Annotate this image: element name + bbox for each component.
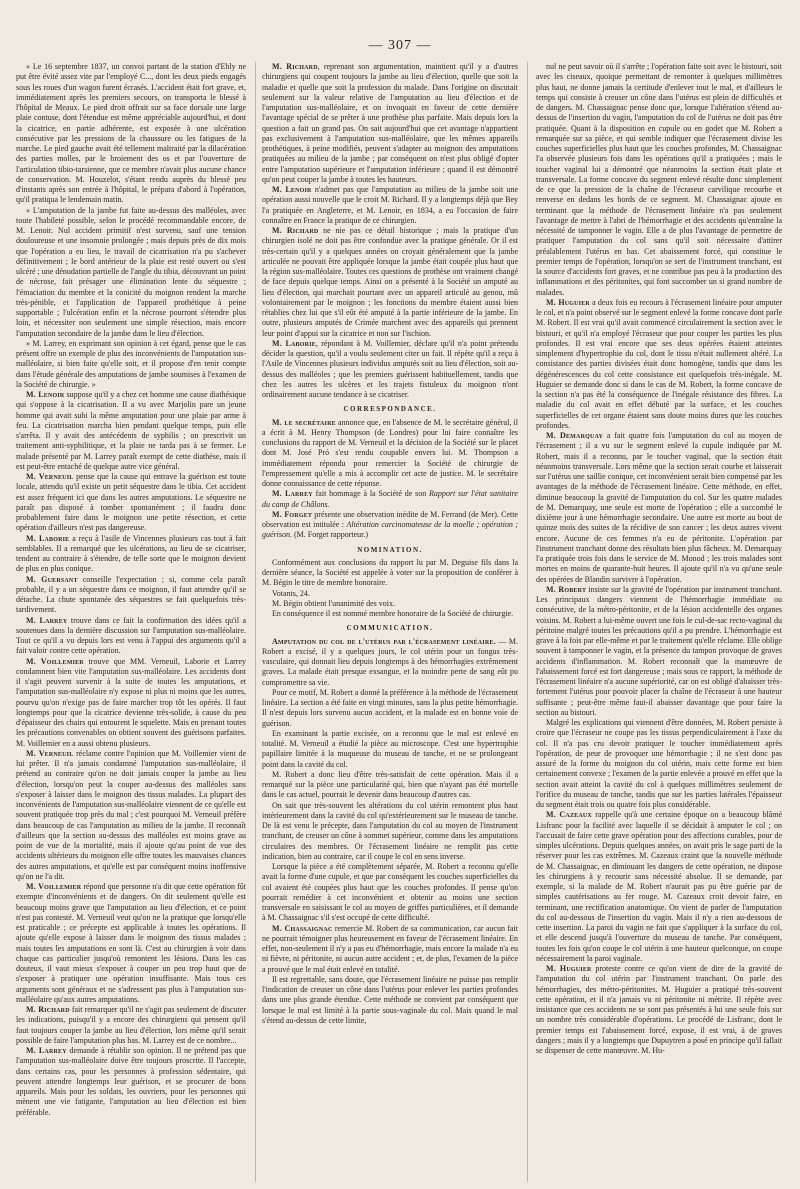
paragraph-text: a deux fois eu recours à l'écrasement linéaire pour amputer le col, et n'a point observé sur le segment enlevé la forme concave dont parle M. Robert. Il est vrai qu'il avait commencé circulairement la section avec le bistouri, et qu'il n'a employé l'écraseur que pour couper les parties les plus profondes. Il est vrai encore que ses deux opérées étaient atteintes simplement d'hypertrophie du col, dont le tissu n'était nullement altéré. La consistance des parties divisées était donc homogène, tandis que dans les dégénérescences du col cette consistance est quelquefois très-inégale. M. Huguier se demande donc si dans le cas de M. Robert, la forme concave de la section n'a pas été la conséquence de l'inégale résistance des fibres. La maladie du col avait en effet débuté par la surface, et les couches superficielles de cet organe étaient sans doute moins dures que les couches profondes.	[536, 297, 782, 430]
paragraph	[16, 749, 246, 882]
speaker-name: M. Lenoir	[272, 185, 312, 194]
paragraph-text: répond que personne n'a dit que cette opération fût exempte d'inconvénients et de dangers. On dit seulement qu'elle est beaucoup moins grave que l'amputation au lieu d'élection, et ce point n'est pas contesté. M. Verneuil veut qu'on ne la pratique que lorsqu'elle est praticable ; ce précepte est applicable à toutes les opérations. Il ajoute qu'elle expose à laisser dans le moignon des tissus malades ; mais toutes les amputations en sont là. C'est au chirurgien à voir dans chaque cas particulier jusqu'où remontent les lésions. Dans les cas douteux, il vaut mieux s'exposer à couper un peu trop haut que de s'exposer à pratiquer une opération insuffisante. Mais tous ces arguments sont généraux et ne s'adressent pas plus à l'amputation sus-malléolaire qu'aux autres amputations.	[16, 882, 246, 1004]
speaker-name: M. Verneuil	[26, 472, 74, 481]
speaker-name: M. Voillemier	[26, 656, 84, 666]
paragraph	[262, 637, 518, 688]
speaker-name: M. Robert	[546, 584, 587, 594]
speaker-name: M. Richard	[272, 62, 318, 71]
paragraph	[16, 657, 246, 749]
paragraph	[262, 975, 518, 1026]
text-column-left	[16, 62, 246, 1184]
paragraph	[536, 718, 782, 810]
paragraph	[262, 729, 518, 770]
text-column-right	[536, 62, 782, 1184]
page-number: — 307 —	[368, 38, 432, 53]
paragraph-text: nul ne peut savoir où il s'arrête ; l'opération faite soit avec le bistouri, soit avec les ciseaux, quoique permettant de remonter à quelques millimètres plus haut, ne donne jamais la certitude d'enlever tout le mal, et d'ailleurs le temps qui consiste à creuser un cône dans l'utérus est plein de difficultés et de dangers. M. Chassaignac pense donc que, lorsque l'altération s'étend au-dessus de l'insertion du vagin, l'amputation du col de l'utérus ne doit pas être pratiquée. Quant à la disposition en cupule ou en godet que M. Robert a remarquée sur sa pièce, et qui semble indiquer que l'écrasement divise les couches superficielles plus haut que les couches profondes, M. Chassaignac l'a observée plusieurs fois dans les opérations qu'il a pratiquées ; mais le toucher vaginal lui a démontré que néanmoins la section était plate et transversale. La forme concave du segment enlevé résulte donc simplement de ce que la pression de la chaîne de l'écraseur carvilique recourbe et renverse en dedans les bords de ce segment. M. Chassaignac ajoute en terminant que la méthode de l'écrasement linéaire n'a pas seulement l'avantage de mettre à l'abri de l'hémorrhagie et des accidents qu'entraîne la nécessité de tamponner le vagin. Elle a de plus l'avantage de permettre de pratiquer l'amputation du col sans qu'il soit nécessaire d'attirer préalablement l'utérus en bas. Cet abaissement forcé, qui constitue le premier temps de l'opération, lorsqu'on se sert de l'instrument tranchant, est la source d'accidents fort graves, et ne contribue pas peu à la production des inflammations et des péritonites, qui font succomber un si grand nombre de malades.	[536, 62, 782, 297]
section-heading: COMMUNICATION.	[346, 624, 434, 633]
speaker-name: M. Verneuil	[26, 748, 74, 758]
paragraph-text: Conformément aux conclusions du rapport lu par M. Deguise fils dans la dernière séance, la Société est appelée à voter sur la proposition de conférer à M. Bégin le titre de membre honoraire.	[262, 557, 518, 588]
paragraph	[16, 390, 246, 472]
speaker-name: M. Guersant	[26, 574, 78, 584]
paragraph-text: suppose qu'il y a chez cet homme une cause diathésique qui s'oppose à la cicatrisation. Il a vu avec Marjolin pare un jeune homme qui avait subi la même amputation pour une plaie par arme à feu. La cicatrisation marcha bien pendant quelque temps, puis elle s'arrêta. Il y avait des antécédents de syphilis ; on prescrivit un traitement anti-syphilitique, et la plaie ne tarda pas à se fermer. Le malade présenté par M. Larrey paraît exempt de cette diathèse, mais il est peut-être entaché de quelque autre vice général.	[16, 390, 246, 471]
paragraph-text: En conséquence il est nommé membre honoraire de la Société de chirurgie.	[272, 609, 514, 618]
paragraph	[262, 862, 518, 924]
speaker-name: M. Cazeaux	[546, 810, 592, 820]
paragraph-text: » L'amputation de la jambe fut faite au-dessus des malléoles, avec toute l'habileté possible, selon le procédé recommandable encore, de M. Lenoir. Nul accident primitif n'est survenu, sauf une tension douloureuse et une insomnie prolongée ; mais depuis près de dix mois que l'opération a eu lieu, le travail de cicatrisation n'a pu s'achever définitivement ; le bord antérieur de la plaie est resté ouvert ou s'est ulcéré ; une dénudation partielle de l'angle du tibia, découvrant un point de nécrose, fait présager une élimination lente du séquestre ; l'émaciation du membre et la conicité du moignon rendent la marche très-pénible, et l'application de l'appareil prothétique à peine supportable ; l'ulcération enfin et la nécrose pourront s'étendre plus loin, et nécessiter non seulement une simple résection, mais encore l'amputation secondaire de la jambe dans le lieu d'élection.	[16, 205, 246, 338]
paragraph	[16, 616, 246, 657]
paragraph	[536, 431, 782, 585]
paragraph	[262, 185, 518, 226]
paragraph	[262, 226, 518, 339]
speaker-name: M. Larrey	[272, 489, 313, 499]
paragraph	[16, 1046, 246, 1118]
paragraph-text: trouve que MM. Verneuil, Laborie et Larrey condamnent bien vite l'amputation sus-malléolaire. Les accidents dont il s'agit peuvent survenir à la suite de toutes les amputations, et l'amputation sus-malléolaire n'y expose ni plus ni moins que les autres, pourvu qu'on n'exige pas de faire marcher trop tôt les opérés. Il faut longtemps pour que la cicatrice devienne très-solide, à cause du peu d'épaisseur des chairs qui entourent le squelette. Mais en prenant toutes les précautions convenables on obtient souvent des guérisons parfaites. M. Voillemier en a aussi obtenu plusieurs.	[16, 656, 246, 748]
paragraph-text: réclame contre l'opinion que M. Voillemier vient de lui prêter. Il n'a jamais condamné l'amputation sus-malléolaire, il prétend au contraire qu'on ne doit jamais couper la jambe au lieu d'élection, lorsqu'on peut la couper au-dessus des malléoles sans s'exposer à laisser dans le moignon des tissus malades. La plupart des inconvénients de l'amputation sus-malléolaire viennent de ce qu'elle est souvent pratiquée trop près du mal ; c'est pourquoi M. Verneuil préfère dans beaucoup de cas l'amputation au milieu de la jambe. Il reconnaît d'ailleurs que la section au-dessus des malléoles est moins grave au point de vue de la mortalité, mais il ajoute qu'au point de vue des accidents ultérieurs du moignon elle offre toutes les mauvaises chances des autres amputations, et qu'elle est par conséquent moins inoffensive qu'on ne l'a dit.	[16, 748, 246, 881]
speaker-name: M. Laborie	[272, 338, 316, 348]
speaker-name: M. Chassaignac	[272, 923, 333, 933]
paragraph	[16, 62, 246, 206]
paragraph	[262, 770, 518, 801]
speaker-name: M. Larrey	[26, 1046, 67, 1055]
speaker-name: M. Forget	[272, 509, 313, 519]
paragraph-text: ne nie pas ce détail historique ; mais la pratique d'un chirurgien isolé ne doit pas être confondue avec la pratique générale. Or il est très-certain qu'il y a quelques années on croyait généralement que la jambe articulée ne pouvait être appliquée lorsque la jambe était coupée plus haut que la région sus-malléolaire. Toutes ces questions de prothèse ont vraiment changé de face depuis quelque temps. Ainsi on a présenté à la Société un amputé au lieu d'élection, qui marchait pourtant avec un appareil articulé au genou, mû volontairement par le moignon ; les fonctions du membre étaient aussi bien rétablies chez lui que s'il eût été amputé à la partie inférieure de la jambe. En outre, plusieurs amputés de Crimée marchent avec des appareils qui prennent leur point d'appui sur la cicatrice et non sur l'ischion.	[262, 226, 518, 338]
paragraph-text: annonce que, en l'absence de M. le secrétaire général, il a écrit à M. Henry Thompson (de Londres) pour lui faire connaître les conclusions du rapport de M. Verneuil et la décision de la Société sur le placet dont M. José Pró s'est rendu coupable envers lui. M. Thompson a immédiatement répondu pour remercier la Société de chirurgie de l'empressement qu'elle a mis à accomplir cet acte de justice. M. le secrétaire donne connaissance de cette réponse.	[262, 417, 518, 488]
paragraph-text: rappelle qu'à une certaine époque on a beaucoup blâmé Lisfranc pour la facilité avec laquelle il se décidait à amputer le col ; on l'accusait de faire cette grave opération pour des affections curables, pour de simples ulcérations. Depuis quelques années, on avait pris le sage parti de la réserver pour les cas extrêmes. M. Cazeaux craint que la nouvelle méthode de M. Chassaignac, en diminuant les dangers de cette opération, ne dispose les chirurgiens à y recourir sans nécessité absolue. Il se demande, par exemple, si la malade de M. Robert n'aurait pas pu être guérie par de simples cautérisations au fer rouge. M. Cazeaux croit devoir faire, en terminant, une rectification anatomique. On vient de parler de l'amputation du col au-dessous de l'insertion du vagin. Mais il n'y a rien au-dessous de cette insertion. La paroi du vagin ne fait que s'appliquer à la surface du col, et elle descend jusqu'à l'ouverture du museau de tanche. Par conséquent, toutes les fois qu'on coupe le col utérin à une hauteur quelconque, on coupe nécessairement la paroi vaginale.	[536, 810, 782, 963]
paragraph-text: Pour ce motif, M. Robert a donné la préférence à la méthode de l'écrasement linéaire. La section a été faite en vingt minutes, sans la plus petite hémorrhagie. Il n'est depuis lors survenu aucun accident, et la malade est en bonne voie de guérison.	[262, 687, 518, 728]
paragraph	[262, 510, 518, 541]
paragraph-text: Il est regrettable, sans doute, que l'écrasement linéaire ne puisse pas remplir l'indication de creuser un cône dans l'utérus pour enlever les parties profondes dans une plus grande étendue. Cette méthode ne convient par conséquent que lorsque le mal est limité à la partie sous-vaginale du col. Mais quand le mal s'étend au-dessus de cette limite,	[262, 974, 518, 1025]
italic-title: Altération carcinomateuse de la moelle ; opération ; guérison.	[262, 520, 518, 540]
paragraph-text: a fait quatre fois l'amputation du col au moyen de l'écrasement ; il a vu sur le segment enlevé la cupule indiquée par M. Robert, mais il a reconnu, par le toucher vaginal, que la section était néanmoins transversale. Lors même que la section serait courbe et laisserait sur l'utérus une saillie conique, cet inconvénient serait bien compensé par les avantages de la méthode de l'écrasement linéaire. Cette méthode, en effet, diminue beaucoup la gravité de l'amputation du col. Sur les quatre malades de M. Demarquay, une seule est morte de l'opération ; elle a succombé le dixième jour à une hémorrhagie secondaire. Une autre est morte au bout de quinze mois des suites de la récidive de son cancer ; les deux autres vivent encore. Aucune de ces femmes n'a eu de péritonite. L'opération par l'instrument tranchant donne des résultats bien plus fâcheux. M. Demarquay l'a pratiquée trois fois dans le service de M. Monod ; les trois malades sont mortes en moins de quarante-huit heures. Il ajoute qu'il n'a vu qu'une seule des opérées de Blandin survivre à l'opération.	[536, 431, 782, 584]
paragraph	[16, 1005, 246, 1046]
speaker-name: M. Richard	[272, 226, 319, 235]
paragraph-text: M. Bégin obtient l'unanimité des voix.	[272, 598, 395, 608]
paragraph	[536, 964, 782, 1056]
paragraph	[262, 589, 518, 599]
paragraph-text: remercie M. Robert de sa communication, car aucun fait ne pourrait témoigner plus heureusement en faveur de l'écrasement linéaire. En effet, non-seulement il n'y a pas eu d'hémorrhagie, mais encore la malade n'a eu ni fièvre, ni péritonite, ni aucun autre accident ; et, de plus, l'examen de la pièce a prouvé que le mal était enlevé en totalité.	[262, 923, 518, 974]
paragraph	[262, 418, 518, 490]
paragraph	[262, 599, 518, 609]
speaker-name: M. Voillemier	[26, 882, 82, 891]
speaker-name: M. Larrey	[26, 615, 68, 625]
paragraph	[16, 534, 246, 575]
paragraph	[16, 339, 246, 390]
speaker-name: M. le secrétaire	[272, 417, 336, 427]
paragraph	[536, 810, 782, 964]
paragraph-text: — M. Robert a excisé, il y a quelques jours, le col utérin pour un fongus très-vasculaire, qui donnait lieu depuis longtemps à des hémorrhagies extrêmement graves. La malade était presque exsangue, et la moindre perte de sang eût pu compromettre sa vie.	[262, 636, 518, 687]
paragraph	[262, 558, 518, 589]
paragraph-text: M. Robert a donc lieu d'être très-satisfait de cette opération. Mais il a remarqué sur la pièce une particularité qui, bien que n'ayant pas été mortelle dans le cas actuel, pourrait le devenir dans beaucoup d'autres cas.	[262, 769, 518, 800]
paragraph	[262, 688, 518, 729]
speaker-name: M. Lenoir	[26, 390, 65, 399]
paragraph	[536, 62, 782, 298]
text-column-middle	[262, 62, 518, 1184]
paragraph	[262, 609, 518, 619]
paragraph-text: présente une observation inédite de M. Ferrand (de Mer). Cette observation est intitulée :	[262, 509, 518, 529]
speaker-name: M. Demarquay	[546, 431, 604, 440]
paragraph	[536, 298, 782, 431]
paragraph	[16, 206, 246, 339]
section-heading: CORRESPONDANCE.	[343, 405, 437, 414]
paragraph	[262, 339, 518, 401]
paragraph-text: » M. Larrey, en exprimant son opinion à cet égard, pense que le cas présent offre un exemple de plus des inconvénients de l'amputation sus-malléolaire, si bien faite qu'elle soit, et il propose d'en tenir compte dans l'étude générale des amputations de jambe soumises à l'examen de la Société de chirurgie. »	[16, 338, 246, 389]
paragraph-text: proteste contre ce qu'on vient de dire de la gravité de l'amputation du col utérin par l'instrument tranchant. On parle des hémorrhagies, des métro-péritonites. M. Huguier a pratiqué très-souvent cette opération, et il n'a jamais vu ni péritonite ni métrite. Il répète avec insistance que ces accidents ne se sont pas présentés à lui une seule fois sur un nombre très considérable d'opérations. Le procédé de Lisfranc, dont le premier temps est l'abaissement forcé, expose, il est vrai, à de graves dangers ; mais il y a longtemps que Dupuytren a posé en principe qu'il fallait se dispenser de cette manœuvre. M. Hu-	[536, 964, 782, 1055]
paragraph	[16, 472, 246, 534]
paragraph-text: demande à rétablir son opinion. Il ne prétend pas que l'amputation sus-malléolaire doive être toujours proscrite. Il l'accepte, dans certains cas, pour les personnes à profession sédentaire, qui peuvent attendre longtemps leur guérison, et se procurer de bons appareils. Mais pour les soldats, les ouvriers, pour les personnes qui mènent une vie fatigante, l'amputation au lieu d'élection est bien préférable.	[16, 1046, 246, 1117]
paragraph	[262, 801, 518, 863]
paragraph-tail: (M. Forget rapporteur.)	[292, 530, 369, 540]
paragraph-text: insiste sur la gravité de l'opération par instrument tranchant. Les principaux dangers viennent de l'hémorrhagie immédiate ou consécutive, de la métro-péritonite, et de la lésion accidentelle des organes voisins. M. Robert a lui-même ouvert une fois le cul-de-sac recto-vaginal du péritoine malgré toutes les précautions qu'il a pu prendre. L'hémorrhagie est grave à la fois par elle-même et par le traitement qu'elle réclame. Elle oblige souvent à tamponner le vagin, et la présence du tampon provoque de graves accidents d'inflammation. M. Robert reconnaît que la manœuvre de l'abaissement forcé est fort dangereuse ; mais sous ce rapport, la méthode de l'écrasement linéaire n'a aucune supériorité, car on est obligé d'abaisser très-fortement l'utérus pour pouvoir placer la chaîne de l'écraseur à une hauteur suffisante ; peut-être même faut-il abaisser davantage que pour faire la section au bistouri.	[536, 584, 782, 717]
paragraph-text: , reprenant son argumentation, maintient qu'il y a d'autres chirurgiens qui coupent toujours la jambe au lieu d'élection, quelle que soit la maladie et quelle que soit la profession du malade. Dans l'origine on discutait seulement sur la valeur relative de l'amputation au lieu d'élection et de l'amputation sus-malléolaire, et on invoquait en faveur de cette dernière l'avantage spécial de se prêter à une prothèse plus parfaite. Mais depuis lors la question a fait un grand pas. On sait aujourd'hui que cet avantage n'appartient pas exclusivement à l'amputation sus-malléolaire, que les mêmes appareils prothétiques, à peine modifiés, peuvent s'adapter au moignon des amputations pratiquées au milieu de la jambe ; par conséquent on n'est plus obligé d'opter entre l'amputation supérieure et l'amputation inférieure ; quand il est démontré qu'on peut couper la jambe à toutes les hauteurs.	[262, 62, 518, 184]
paragraph-text: Votants, 24.	[272, 588, 310, 598]
paragraph	[16, 575, 246, 616]
paragraph-text: trouve dans ce fait la confirmation des idées qu'il a soutenues dans la dernière discussion sur l'amputation sus-malléolaire. Tout ce qu'il a vu depuis lors est venu à l'appui des arguments qu'il a fait valoir contre cette opération.	[16, 615, 246, 656]
paragraph-text: a reçu à l'asile de Vincennes plusieurs cas tout à fait semblables. Il a remarqué que les ulcérations, au lieu de se cicatriser, tendent au contraire à s'étendre, de telle sorte que le moignon devient de plus en plus conique.	[16, 533, 246, 574]
paragraph-text: n'admet pas que l'amputation au milieu de la jambe soit une opération aussi nouvelle que le croit M. Richard. Il y a longtemps déjà que Bey l'a pratiquée en Angleterre, et M. Lenoir, en 1834, a eu l'occasion de faire connaître en France la pratique de ce chirurgien.	[262, 185, 518, 225]
paragraph	[262, 489, 518, 510]
column-divider	[255, 62, 256, 1182]
paragraph-text: fait hommage à la Société de son	[312, 489, 430, 499]
paragraph-text: « Le 16 septembre 1837, un convoi partant de la station d'Ebly ne put être évité assez vite par l'employé C..., dont les deux pieds engagés sous les roues d'un wagon furent écrasés. L'accident était fort grave, et, immédiatement après les premiers secours, on transporta le blessé à l'hôpital de Meaux. Le pied droit offrait sur sa face dorsale une large plaie contuse, dont l'étendue est même appréciable aujourd'hui, et dont la cicatrice, en partie adhérente, est exposée à une ulcération consécutive par les pressions de la chaussure ou les fatigues de la marche. Le pied gauche avait été tellement maltraité par la dilacération des parties molles, par le broiement des os et par l'ouverture de l'articulation tibio-tarsienne, que ce membre n'avait plus aucune chance de conservation. M. Houzelot, s'étant rendu auprès du blessé peu d'instants après son entrée à l'hôpital, le prépara d'abord à l'opération, qu'il pratiqua le lendemain matin.	[16, 62, 246, 205]
article-title: Amputation du col de l'utérus par l'écrasement linéaire.	[272, 636, 496, 646]
paragraph	[262, 62, 518, 185]
paragraph-text: En examinant la partie excisée, on a reconnu que le mal est enlevé en totalité. M. Verneuil a étudié la pièce au microscope. C'est une hypertrophie papillaire limitée à la muqueuse du museau de tanche, et ne se prolongeant point dans la cavité du col.	[262, 728, 518, 769]
paragraph	[16, 882, 246, 1005]
paragraph-text: Malgré les explications qui viennent d'être données, M. Robert persiste à croire que l'écraseur ne coupe pas les tissus perpendiculairement à l'axe du col. Il n'a pas cru devoir pratiquer le toucher immédiatement après l'opération, de peur de provoquer une hémorrhagie ; il ne s'est donc pas assuré de la forme du moignon du col utérin, mais cette forme est bien certainement convexe ; l'examen de la partie enlevée a prouvé en effet que la section avait atteint la cavité du col à quelques millimètres seulement de l'orifice du museau de tanche, tandis que sur les parties latérales l'épaisseur du segment était trois ou quatre fois plus considérable.	[536, 718, 782, 809]
paragraph-text: fait remarquer qu'il ne s'agit pas seulement de discuter les indications, puisqu'il y a encore des chirurgiens qui pensent qu'il faut toujours couper la jambe au lieu d'élection, lors même qu'il serait possible de faire l'amputation plus bas. M. Larrey est de ce nombre...	[16, 1005, 246, 1045]
paragraph	[536, 585, 782, 718]
paragraph	[262, 924, 518, 975]
italic-title: Rapport sur l'état sanitaire du camp de Châlons.	[262, 489, 518, 509]
paragraph-text: Lorsque la pièce a été complètement séparée, M. Robert a reconnu qu'elle avait la forme d'une cupule, et que par conséquent les couches superficielles du col avaient été coupées plus haut que les couches profondes. Il pense qu'on pourrait remédier à cet inconvénient et obtenir au moins une section transversale en saisissant le col au moyen de griffes particulières, et il demande à M. Chassaignac s'il s'est occupé de cette difficulté.	[262, 862, 518, 923]
speaker-name: M. Laborie	[26, 533, 70, 543]
paragraph-text: conseille l'expectation ; si, comme cela paraît probable, il y a un séquestre dans ce moignon, il faut attendre qu'il se détache. La chute spontanée des séquestres se fait quelquefois très-tardivement.	[16, 574, 246, 615]
speaker-name: M. Richard	[26, 1005, 70, 1014]
speaker-name: M. Huguier	[546, 964, 592, 973]
paragraph-text: , répondant à M. Voillemier, déclare qu'il n'a point prétendu décider la question, qu'il a voulu seulement citer un fait. Il répète qu'il a reçu à l'Asile de Vincennes plusieurs individus amputés soit au lieu d'élection, soit au-dessus des malléoles ; que les premiers guérissent habituellement, tandis que chez les autres les ulcères et les trajets fistuleux du moignon n'ont ordinairement aucune tendance à se cicatriser.	[262, 338, 518, 399]
paragraph-text: On sait que très-souvent les altérations du col utérin remontent plus haut intérieurement dans la cavité du col qu'extérieurement sur le museau de tanche. De là est venu le précepte, dans l'amputation du col au moyen de l'instrument tranchant, de creuser un cône à sommet supérieur, comme dans les amputations circulaires des membres. Or l'écrasement linéaire ne remplit pas cette indication, bien au contraire, car il coupe le col en sens inverse.	[262, 800, 518, 861]
section-heading: NOMINATION.	[357, 545, 423, 554]
paragraph-text: pense que la cause qui entrave la guérison est toute locale, attendu qu'il existe un petit séquestre dans le tibia. Cet accident est assez fréquent ici que dans les autres amputations. Le séquestre ne paraît pas disposé à tomber spontanément ; il faudra donc probablement faire dans le moignon une petite résection, et cette opération d'ailleurs n'est pas dangereuse.	[16, 472, 246, 533]
column-divider	[527, 62, 528, 1182]
speaker-name: M. Huguier	[546, 297, 590, 307]
